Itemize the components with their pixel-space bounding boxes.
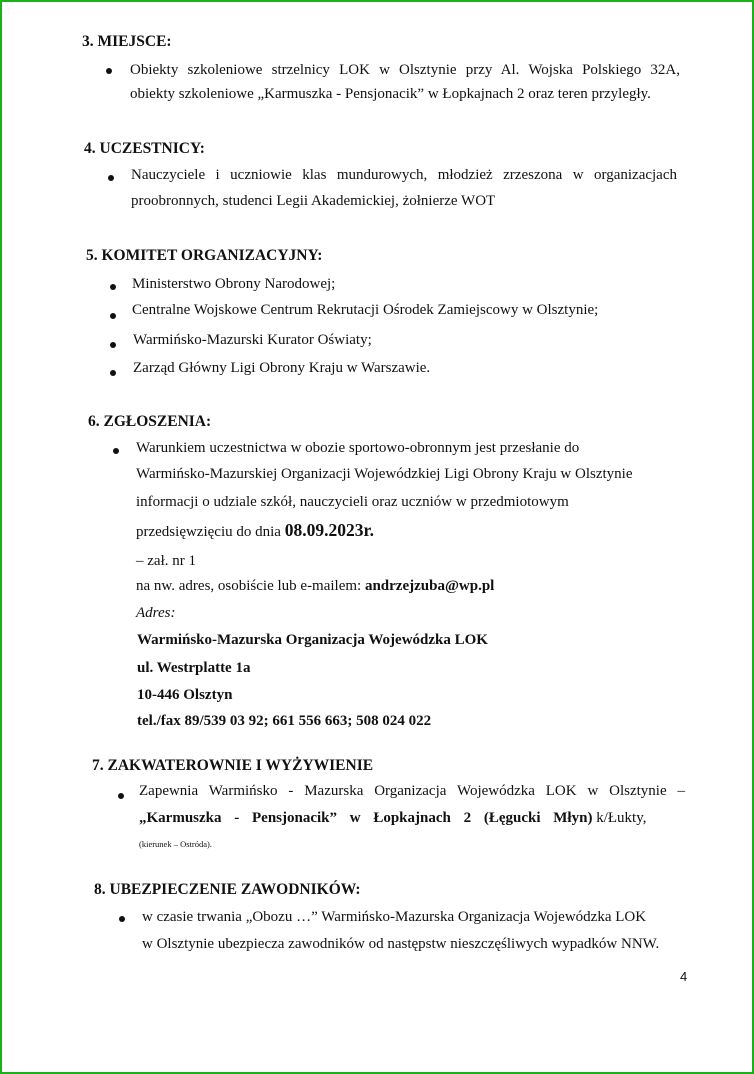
bullet <box>110 313 116 319</box>
section-6-line-2: Warmińsko-Mazurskiej Organizacji Wojewódzkiej Ligi Obrony Kraju w Olsztynie <box>136 466 633 482</box>
committee-item: Warmińsko-Mazurski Kurator Oświaty; <box>133 332 372 348</box>
section-8-line-2: w Olsztynie ubezpiecza zawodników od następstw nieszczęśliwych wypadków NNW. <box>142 936 660 952</box>
section-3-heading: 3. MIEJSCE: <box>82 33 172 50</box>
bullet <box>106 68 112 74</box>
section-6-line-3: informacji o udziale szkół, nauczycieli oraz uczniów w przedmiotowym <box>136 494 569 510</box>
venue-name: „Karmuszka - Pensjonacik” w Łopkajnach 2 (Łęgucki Młyn) <box>139 810 593 826</box>
attachment-note: – zał. nr 1 <box>136 553 196 569</box>
bullet <box>113 448 119 454</box>
section-6-line-1: Warunkiem uczestnictwa w obozie sportowo-obronnym jest przesłanie do <box>136 440 580 456</box>
bullet <box>110 370 116 376</box>
bullet <box>118 793 124 799</box>
deadline-date: 08.09.2023r <box>284 520 370 540</box>
section-3-line-1: Obiekty szkoleniowe strzelnicy LOK w Olsztynie przy Al. Wojska Polskiego 32A, <box>130 62 680 78</box>
deadline-suffix: . <box>369 520 374 540</box>
contact-prefix: na nw. adres, osobiście lub e-mailem: <box>136 578 365 594</box>
bullet <box>108 175 114 181</box>
committee-item: Zarząd Główny Ligi Obrony Kraju w Warszawie. <box>133 360 431 376</box>
bullet <box>119 916 125 922</box>
direction-note: (kierunek – Ostróda). <box>139 839 212 849</box>
page-number: 4 <box>680 969 688 984</box>
section-5-heading: 5. KOMITET ORGANIZACYJNY: <box>86 247 323 264</box>
bullet <box>110 284 116 290</box>
postal-address: 10-446 Olsztyn <box>137 687 233 703</box>
section-7-line-2 <box>139 808 646 828</box>
venue-location: k/Łukty, <box>592 810 647 826</box>
bullet <box>110 342 116 348</box>
section-7-line-1: Zapewnia Warmińsko - Mazurska Organizacja Wojewódzka LOK w Olsztynie – <box>139 783 685 799</box>
section-4-heading: 4. UCZESTNICY: <box>84 140 205 157</box>
section-6-heading: 6. ZGŁOSZENIA: <box>88 413 212 430</box>
email-address: andrzejzuba@wp.pl <box>364 578 495 594</box>
section-3-line-2: obiekty szkoleniowe „Karmuszka - Pensjonacik” w Łopkajnach 2 oraz teren przyległy. <box>130 86 651 102</box>
org-name: Warmińsko-Mazurska Organizacja Wojewódzka LOK <box>137 632 488 648</box>
street-address: ul. Westrplatte 1a <box>137 660 251 676</box>
committee-item: Ministerstwo Obrony Narodowej; <box>132 276 336 292</box>
section-7-heading: 7. ZAKWATEROWNIE I WYŻYWIENIE <box>92 757 374 774</box>
phone-fax: tel./fax 89/539 03 92; 661 556 663; 508 024 022 <box>137 713 432 729</box>
committee-item: Centralne Wojskowe Centrum Rekrutacji Ośrodek Zamiejscowy w Olsztynie; <box>132 302 599 318</box>
section-4-line-1: Nauczyciele i uczniowie klas mundurowych, młodzież zrzeszona w organizacjach <box>131 167 677 183</box>
section-8-heading: 8. UBEZPIECZENIE ZAWODNIKÓW: <box>94 881 361 898</box>
section-8-line-1: w czasie trwania „Obozu …” Warmińsko-Mazurska Organizacja Wojewódzka LOK <box>142 909 647 925</box>
section-6-contact-line <box>136 576 494 596</box>
section-6-line-4 <box>136 520 374 542</box>
address-label: Adres: <box>136 605 176 621</box>
deadline-prefix: przedsięwzięciu do dnia <box>136 524 285 540</box>
section-4-line-2: proobronnych, studenci Legii Akademickiej, żołnierze WOT <box>131 193 496 209</box>
